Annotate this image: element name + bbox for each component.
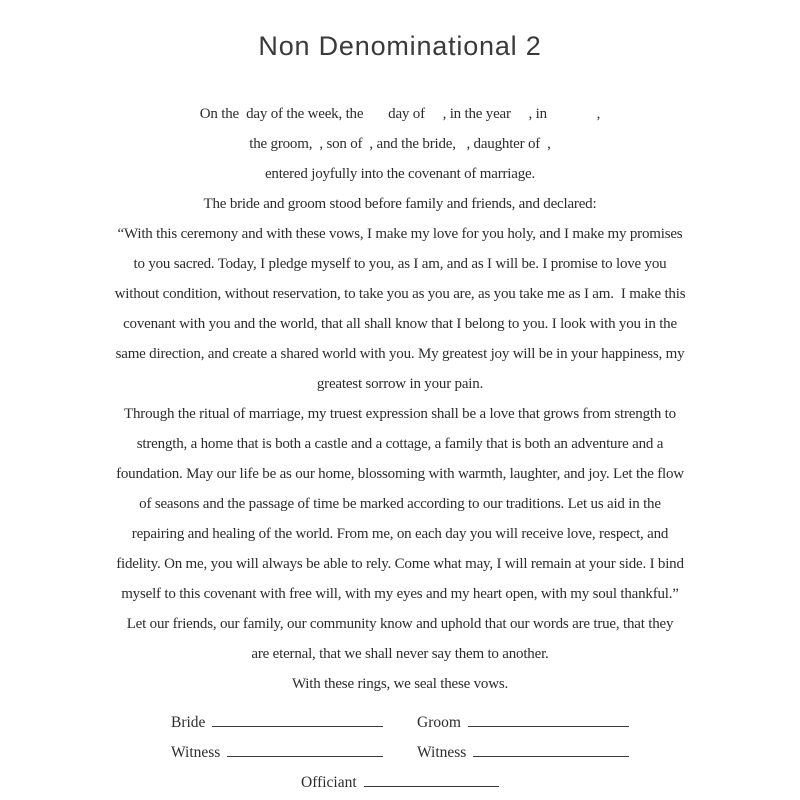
signature-field-bride xyxy=(171,710,383,736)
signature-field-officiant xyxy=(301,770,499,796)
vow-line: the groom, , son of , and the bride, , daughter of , xyxy=(249,136,551,152)
signature-blank-line xyxy=(227,740,383,757)
vow-text-block xyxy=(0,99,800,699)
signature-label: Officiant xyxy=(301,774,357,791)
vow-line: without condition, without reservation, to take you as you are, as you take me as I am. I make this xyxy=(114,286,686,302)
vow-line: greatest sorrow in your pain. xyxy=(316,376,484,392)
vow-line: Through the ritual of marriage, my truest expression shall be a love that grows from strength to xyxy=(124,406,676,422)
vow-line: entered joyfully into the covenant of marriage. xyxy=(264,166,536,182)
vow-line: repairing and healing of the world. From me, on each day you will receive love, respect, and xyxy=(131,526,669,542)
signature-section xyxy=(0,706,800,796)
vow-line: myself to this covenant with free will, with my eyes and my heart open, with my soul thankful.” xyxy=(121,586,679,602)
vow-line: same direction, and create a shared world with you. My greatest joy will be in your happiness, my xyxy=(115,346,685,362)
vow-line: foundation. May our life be as our home, blossoming with warmth, laughter, and joy. Let the flow xyxy=(116,466,684,482)
signature-row xyxy=(0,766,800,796)
vow-line: are eternal, that we shall never say them to another. xyxy=(251,646,549,662)
signature-label: Groom xyxy=(417,714,461,731)
vow-line: Let our friends, our family, our community know and uphold that our words are true, that they xyxy=(126,616,674,632)
page-title: Non Denominational 2 xyxy=(258,31,542,61)
signature-label: Bride xyxy=(171,714,206,731)
vow-line: The bride and groom stood before family and friends, and declared: xyxy=(203,196,597,212)
signature-blank-line xyxy=(364,770,499,787)
signature-field-witness xyxy=(417,740,629,766)
vow-line: With these rings, we seal these vows. xyxy=(291,676,509,692)
signature-blank-line xyxy=(468,710,629,727)
signature-blank-line xyxy=(212,710,383,727)
vow-line: fidelity. On me, you will always be able to rely. Come what may, I will remain at your side. I bind xyxy=(116,556,684,572)
vow-line: to you sacred. Today, I pledge myself to you, as I am, and as I will be. I promise to love you xyxy=(133,256,667,272)
signature-blank-line xyxy=(473,740,629,757)
signature-field-groom xyxy=(417,710,629,736)
signature-row xyxy=(0,736,800,766)
signature-label: Witness xyxy=(417,744,467,761)
vow-line: strength, a home that is both a castle and a cottage, a family that is both an adventure and a xyxy=(136,436,664,452)
signature-row xyxy=(0,706,800,736)
signature-label: Witness xyxy=(171,744,221,761)
vow-line: “With this ceremony and with these vows, I make my love for you holy, and I make my promises xyxy=(117,226,683,242)
vow-line: of seasons and the passage of time be marked according to our traditions. Let us aid in the xyxy=(139,496,661,512)
vow-line: On the day of the week, the day of , in the year , in , xyxy=(199,106,601,122)
signature-field-witness xyxy=(171,740,383,766)
vow-line: covenant with you and the world, that all shall know that I belong to you. I look with you in the xyxy=(123,316,677,332)
